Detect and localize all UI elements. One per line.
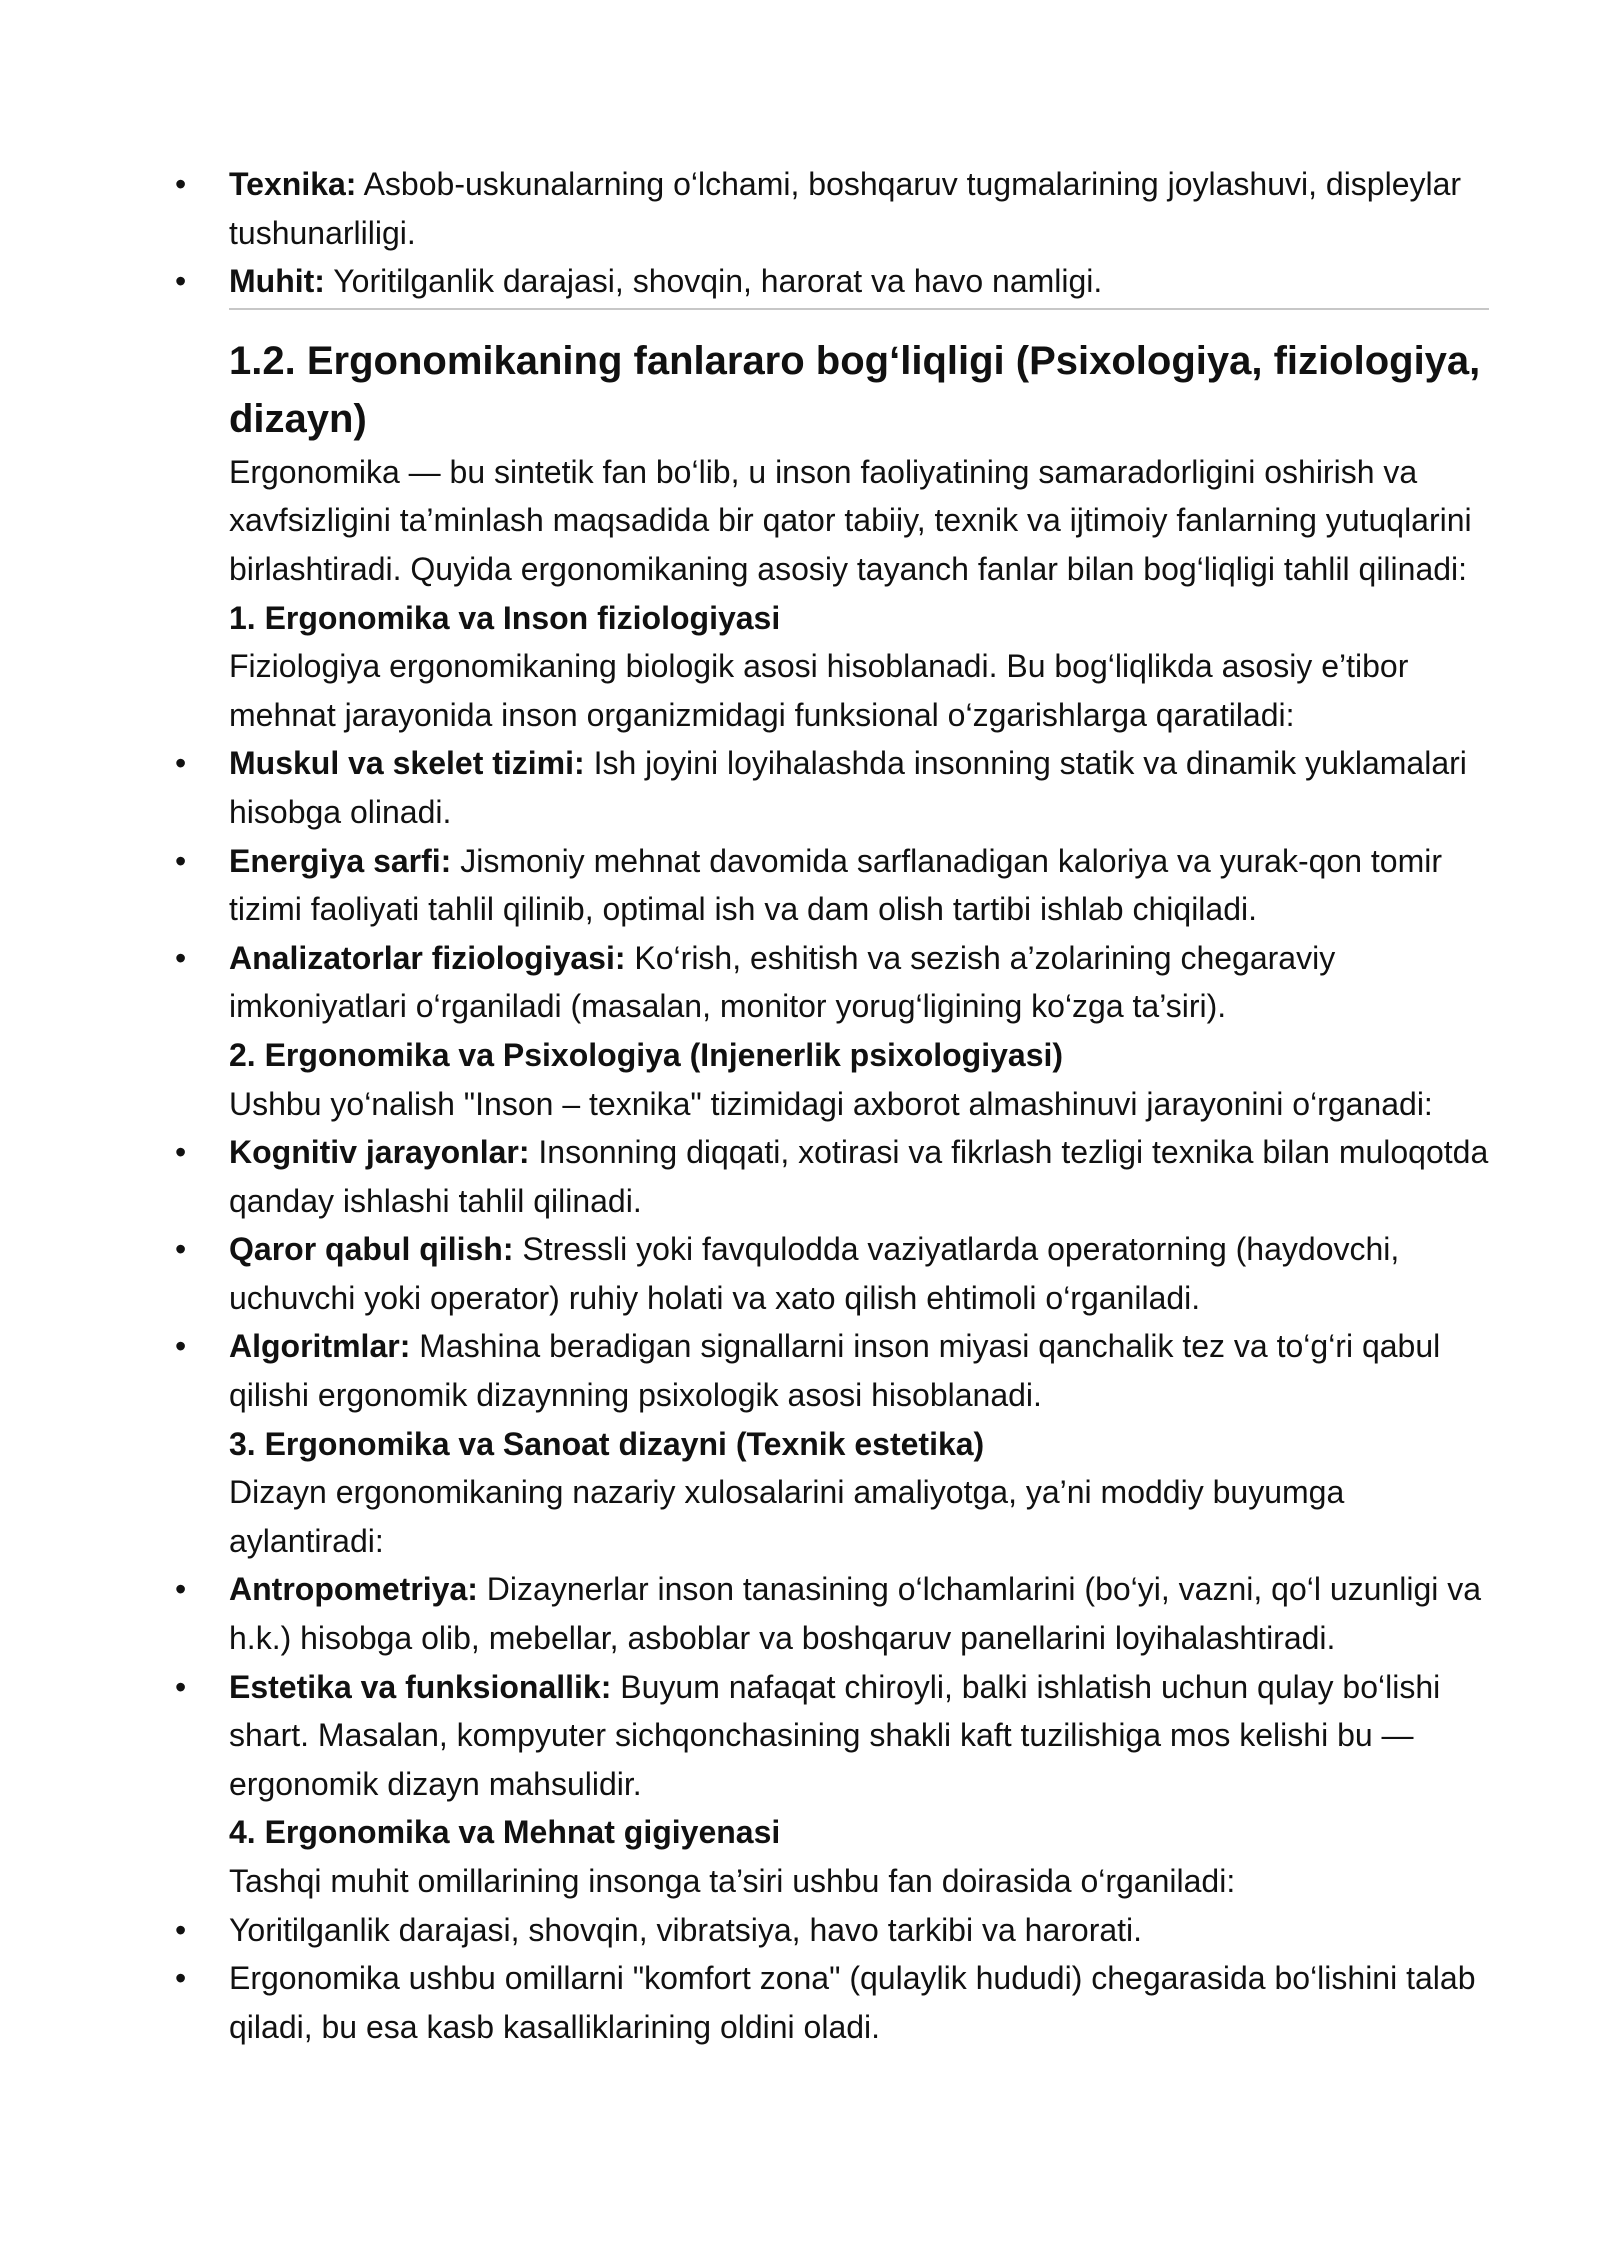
bullet-text: Jismoniy mehnat davomida sarflanadigan kaloriya va yurak-qon tomir tizimi faoliyati tahlil qilinib, optimal ish va dam olish tartibi ishlab chiqiladi. [229, 842, 1442, 928]
bullet-text: Dizaynerlar inson tanasining o‘lchamlarini (bo‘yi, vazni, qo‘l uzunligi va h.k.) hisobga olib, mebellar, asboblar va boshqaruv panellarini loyihalashtiradi. [229, 1571, 1482, 1657]
subsection-bullet-list [229, 1565, 1489, 1808]
bullet-text: Ergonomika ushbu omillarni "komfort zona" (qulaylik hududi) chegarasida bo‘lishini talab qiladi, bu esa kasb kasalliklarining oldini oladi. [229, 1960, 1476, 2045]
horizontal-divider [229, 308, 1489, 310]
list-item [229, 1565, 1489, 1662]
bullet-text: Asbob-uskunalarning o‘lchami, boshqaruv tugmalarining joylashuvi, displeylar tushunarliligi. [229, 166, 1462, 251]
intro-bullet-list [229, 160, 1489, 306]
bullet-term: Algoritmlar: [229, 1328, 411, 1365]
subsection-title: 3. Ergonomika va Sanoat dizayni (Texnik estetika) [229, 1425, 985, 1462]
bullet-term: Qaror qabul qilish: [229, 1231, 514, 1268]
section-heading: 1.2. Ergonomikaning fanlararo bog‘liqligi (Psixologiya, fiziologiya, dizayn) [229, 338, 1481, 441]
bullet-text: Ish joyini loyihalashda insonning statik va dinamik yuklamalari hisobga olinadi. [229, 745, 1467, 830]
list-item [229, 837, 1489, 934]
subsection-bullet-list [229, 1906, 1489, 2052]
list-item [229, 1225, 1489, 1322]
list-item [229, 1322, 1489, 1419]
list-item [229, 1954, 1489, 2051]
list-item [229, 1906, 1489, 1955]
subsection-intro: Ushbu yo‘nalish "Inson – texnika" tizimidagi axborot almashinuvi jarayonini o‘rganadi: [229, 1085, 1433, 1122]
bullet-text: Insonning diqqati, xotirasi va fikrlash tezligi texnika bilan muloqotda qanday ishlashi tahlil qilinadi. [229, 1134, 1489, 1219]
document-content [229, 160, 1489, 2051]
list-item [229, 1128, 1489, 1225]
list-item [229, 739, 1489, 836]
subsection-intro: Fiziologiya ergonomikaning biologik asosi hisoblanadi. Bu bog‘liqlikda asosiy e’tibor mehnat jarayonida inson organizmidagi funksional o‘zgarishlarga qaratiladi: [229, 648, 1409, 733]
bullet-text: Stressli yoki favqulodda vaziyatlarda operatorning (haydovchi, uchuvchi yoki operator) ruhiy holati va xato qilish ehtimoli o‘rganiladi. [229, 1231, 1400, 1316]
list-item [229, 257, 1489, 306]
subsection-bullet-list [229, 1128, 1489, 1420]
subsection-intro: Dizayn ergonomikaning nazariy xulosalarini amaliyotga, ya’ni moddiy buyumga aylantiradi: [229, 1474, 1345, 1559]
list-item [229, 160, 1489, 257]
subsection-title: 4. Ergonomika va Mehnat gigiyenasi [229, 1814, 781, 1851]
bullet-term: Estetika va funksionallik: [229, 1668, 612, 1705]
subsection-intro: Tashqi muhit omillarining insonga ta’siri ushbu fan doirasida o‘rganiladi: [229, 1863, 1236, 1899]
list-item [229, 934, 1489, 1031]
bullet-text: Yoritilganlik darajasi, shovqin, harorat va havo namligi. [324, 263, 1103, 300]
bullet-text: Buyum nafaqat chiroyli, balki ishlatish uchun qulay bo‘lishi shart. Masalan, kompyuter sichqonchasining shakli kaft tuzilishiga mos kelishi bu — ergonomik dizayn mahsulidir. [229, 1668, 1441, 1802]
bullet-term: Analizatorlar fiziologiyasi: [229, 939, 626, 976]
bullet-term: Muskul va skelet tizimi: [229, 745, 585, 782]
bullet-text: Yoritilganlik darajasi, shovqin, vibratsiya, havo tarkibi va harorati. [229, 1911, 1143, 1948]
bullet-text: Mashina beradigan signallarni inson miyasi qanchalik tez va to‘g‘ri qabul qilishi ergonomik dizaynning psixologik asosi hisoblanadi. [229, 1328, 1441, 1414]
subsection-title: 1. Ergonomika va Inson fiziologiyasi [229, 599, 781, 636]
bullet-term: Energiya sarfi: [229, 842, 452, 879]
bullet-term: Texnika: [229, 166, 357, 202]
subsection-title: 2. Ergonomika va Psixologiya (Injenerlik psixologiyasi) [229, 1036, 1064, 1073]
section-intro: Ergonomika — bu sintetik fan bo‘lib, u inson faoliyatining samaradorligini oshirish va xavfsizligini ta’minlash maqsadida bir qator tabiiy, texnik va ijtimoiy fanlarning yutuqlarini birlashtiradi. Quyida ergonomikaning asosiy tayanch fanlar bilan bog‘liqligi tahlil qilinadi: [229, 453, 1472, 587]
bullet-text: Ko‘rish, eshitish va sezish a’zolarining chegaraviy imkoniyatlari o‘rganiladi (masalan, monitor yorug‘ligining ko‘zga ta’siri). [229, 939, 1336, 1025]
bullet-term: Muhit: [229, 263, 325, 300]
bullet-term: Antropometriya: [229, 1571, 478, 1608]
bullet-term: Kognitiv jarayonlar: [229, 1134, 530, 1171]
list-item [229, 1663, 1489, 1809]
subsection-bullet-list [229, 739, 1489, 1031]
